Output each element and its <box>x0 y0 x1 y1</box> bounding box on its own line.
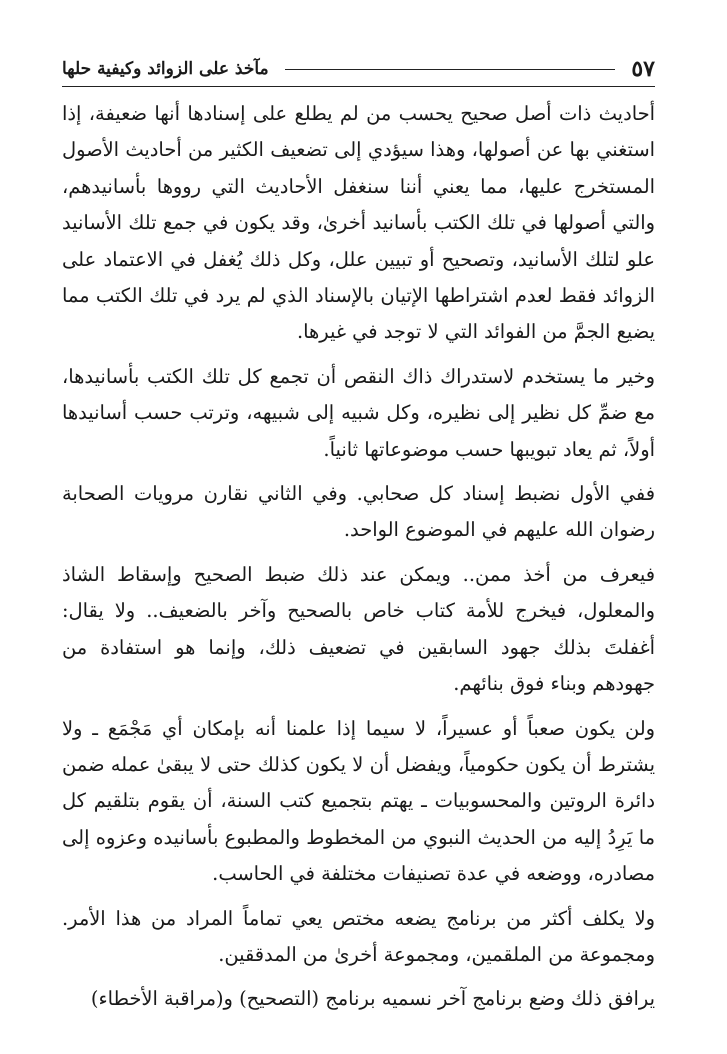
page-number: ٥٧ <box>631 56 655 82</box>
paragraph-5: ولن يكون صعباً أو عسيراً، لا سيما إذا علمنا أنه بإمكان أي مَجْمَع ـ ولا يشترط أن يكون حكومياً، ويفضل أن لا يكون كذلك حتى لا يبقىٰ عمله ضمن دائرة الروتين والمحسوبيات ـ يهتم بتجميع كتب السنة، أن يقوم بتلقيم كل ما يَرِدُ إليه من الحديث النبوي من المخطوط والمطبوع بأسانيده وعزوه إلى مصادره، ووضعه في عدة تصنيفات مختلفة في الحاسب. <box>62 716 656 886</box>
paragraph-1: أحاديث ذات أصل صحيح يحسب من لم يطلع على إسنادها أنها ضعيفة، إذا استغني بها عن أصولها، وهذا سيؤدي إلى تضعيف الكثير من أحاديث الأصول المستخرج عليها، مما يعني أننا سنغفل الأحاديث التي رووها بأسانيدهم، والتي أصولها في تلك الكتب بأسانيد أخرىٰ، وقد يكون في جمع تلك الأسانيد علو لتلك الأسانيد، وتصحيح أو تبيين علل، وكل ذلك يُغفل في الاعتماد على الزوائد فقط لعدم اشتراطها الإتيان بالإسناد الذي لم يرد في تلك الكتب مما يضيع الجمَّ من الفوائد التي لا توجد في غيرها. <box>62 102 655 344</box>
paragraph-2: وخير ما يستخدم لاستدراك ذاك النقص أن تجمع كل تلك الكتب بأسانيدها، مع ضمِّ كل نظير إلى نظيره، وكل شبيه إلى شبيهه، وترتب حسب أسانيدها أولاً، ثم يعاد تبويبها حسب موضوعاتها ثانياً. <box>62 364 655 461</box>
paragraph-4: فيعرف من أخذ ممن.. ويمكن عند ذلك ضبط الصحيح وإسقاط الشاذ والمعلول، فيخرج للأمة كتاب خاص بالصحيح وآخر بالضعيف.. ولا يقال: أغفلتَ بذلك جهود السابقين في تضعيف ذلك، وإنما هو استفادة من جهودهم وبناء فوق بنائهم. <box>62 562 655 696</box>
body-text <box>62 96 655 1018</box>
paragraph-3: ففي الأول نضبط إسناد كل صحابي. وفي الثاني نقارن مرويات الصحابة رضوان الله عليهم في الموضوع الواحد. <box>62 482 655 542</box>
paragraph-7: يرافق ذلك وضع برنامج آخر نسميه برنامج (التصحيح) و(مراقبة الأخطاء) <box>90 987 655 1011</box>
page-header <box>62 52 655 87</box>
paragraph-6: ولا يكلف أكثر من برنامج يضعه مختص يعي تماماً المراد من هذا الأمر. ومجموعة من الملقمين، ومجموعة أخرىٰ من المدققين. <box>62 906 655 966</box>
header-rule <box>285 69 616 70</box>
running-title: مآخذ على الزوائد وكيفية حلها <box>62 59 269 79</box>
